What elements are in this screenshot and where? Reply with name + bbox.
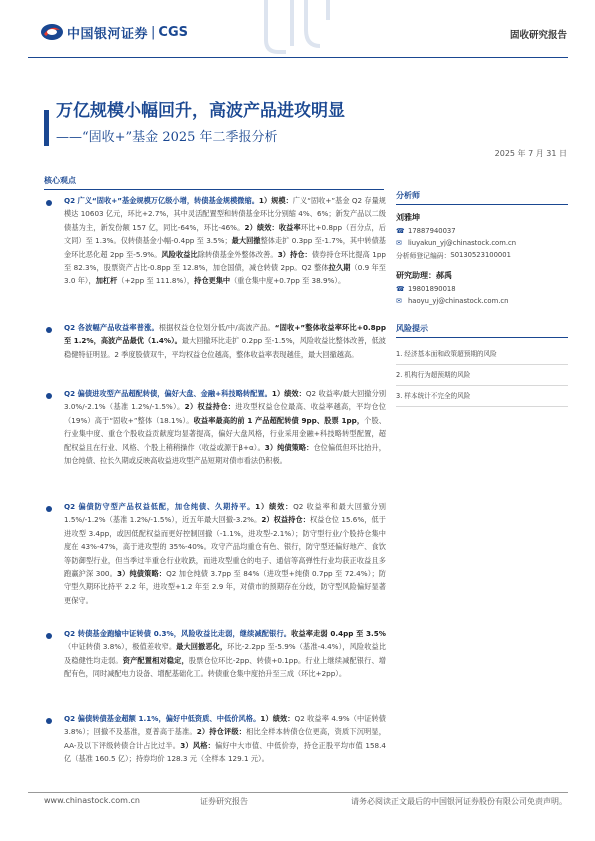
footer-report-type: 证券研究报告 — [200, 797, 248, 806]
risk-heading: 风险提示 — [396, 323, 568, 338]
bullet-icon — [46, 327, 52, 333]
risk-item: 1. 经济基本面和政策超预期的风险 — [396, 344, 568, 365]
analyst-reg-row — [396, 249, 568, 261]
company-logo — [40, 21, 188, 43]
analyst-email-row — [396, 237, 568, 249]
logo-text-en: CGS — [158, 24, 188, 40]
analyst-phone: 17887940037 — [408, 227, 456, 235]
analyst-email[interactable]: liuyakun_yj@chinastock.com.cn — [408, 239, 517, 247]
bullet-icon — [46, 393, 52, 399]
assistant-heading: 研究助理：郝禹 — [396, 271, 452, 280]
decorative-watermark-icon — [258, 0, 338, 58]
email-icon: ✉ — [396, 239, 402, 247]
report-subtitle: ——“固收+”基金 2025 年二季报分析 — [56, 130, 278, 145]
analyst-phone-row — [396, 225, 568, 237]
bullet-icon — [46, 200, 52, 206]
risk-item: 2. 机构行为超预期的风险 — [396, 365, 568, 386]
email-icon: ✉ — [396, 297, 402, 305]
bullet-icon — [46, 718, 52, 724]
footer-website-link[interactable]: www.chinastock.com.cn — [44, 796, 140, 805]
core-views-divider — [44, 189, 384, 190]
risk-list — [396, 344, 568, 407]
title-accent-bar — [44, 110, 49, 146]
footer-disclaimer: 请务必阅读正文最后的中国银河证券股份有限公司免责声明。 — [351, 797, 567, 806]
bullet-icon — [46, 633, 52, 639]
phone-icon: ☎ — [396, 285, 405, 293]
paragraph-convertible-fund: Q2 转债基金跑输中证转债 0.3%，风险收益比走弱，继续减配银行。收益率走弱 0.4pp 至 3.5%（中证转债 3.8%），极值差收窄。最大回撤恶化，环比-2.2pp 至-5.9%（基准-4.4%），风险收益比及稳健性均走弱。资产配置相对稳定，股票仓位环比-2pp、转债+0.1pp。行业上继续减配银行、增配有色，同时减配电力设备、增配基础化工。转债重仓集中度抬升至三成（环比+2pp）。 — [64, 629, 387, 679]
risk-item: 3. 样本统计不完全的风险 — [396, 386, 568, 407]
paragraph-defensive: Q2 偏债防守型产品权益低配，加仓纯债、久期持平。1）绩效：Q2 收益率和最大回撤分别 1.5%/-1.2%（基准 1.2%/-1.5%），近五年最大回撤-3.2%。2）权益持仓：权益仓位 15.6%，低于进攻型 3.4pp，或因低配权益而更好控制回撤（-1.1%，进攻型-2.1%）；防守型行业/个股持仓集中度在 43%-47%，高于进攻型的 35%-40%。攻守产品均重仓有色、银行，防守型还偏好地产、食饮等防御型行业，但当季过半重仓行业收跌，而进攻型重仓的电子、通信等高弹性行业均获正收益且多跑赢沪深 300。3）纯债策略：Q2 加仓纯债 3.7pp 至 84%（进攻型+纯债 0.7pp 至 72.4%）；防守型久期环比持平 2.2 年，进攻型+1.2 年至 2.9 年，对债市的预期存在分歧，防守型风险偏好显著更保守。 — [64, 502, 386, 605]
paragraph-volatility: Q2 各波幅产品收益率普涨。根据权益仓位划分低/中/高波产品。“固收+”整体收益率环比+0.8pp 至 1.2%，高波产品最优（1.4%）。最大回撤环比走扩 0.2pp 至-1.5%，风险收益比整体改善，低波稳健特征明显。2 季度股债双牛，平均权益仓位越高，整体收益率表现越佳，最大回撤越高。 — [64, 323, 386, 359]
assistant-phone: 19801890018 — [408, 285, 456, 293]
report-type-label: 固收研究报告 — [509, 30, 567, 41]
analyst-reg-code: S0130523100001 — [450, 251, 511, 259]
paragraph-convertible-excess: Q2 偏债转债基金超额 1.1%，偏好中低资质、中低价风格。1）绩效：Q2 收益率 4.9%（中证转债 3.8%）；回撤不及基准，夏普高于基准。2）持仓评级：相比全样本转债仓位更高，资质下沉明显，AA-及以下评级转债合计占比过半。3）风格：偏好中大市值、中低价券，持仓正股平均市值 158.4 亿（基准 160.5 亿）；持券均价 128.3 元（全样本 129.1 元）。 — [64, 714, 386, 764]
report-title: 万亿规模小幅回升，高波产品进攻明显 — [56, 101, 345, 121]
header-divider — [28, 57, 568, 58]
analyst-heading: 分析师 — [396, 190, 568, 205]
report-date: 2025 年 7 月 31 日 — [494, 149, 567, 158]
analyst-name: 刘雅坤 — [396, 213, 420, 222]
logo-text-cn: 中国银河证券 — [67, 26, 149, 42]
paragraph-overview: Q2 广义“固收+”基金规模万亿级小增，转债基金规模微缩。1）规模：广义“固收+”基金 Q2 存量规模达 10603 亿元，环比+2.7%，其中灵活配置型和转债基金环比分别缩 4%、6%；新发产品以二级债基为主，新发份额 157 亿，同比-64%，环比-46%。2）绩效：收益率环比+0.8pp（百分点，后文同）至 1.3%。仅转债基金小幅-0.4pp 至 3.5%；最大回撤整体走扩 0.3pp 至-1.7%，其中转债基金环比恶化超 2pp 至-5.9%。风险收益比除转债基金外整体改善。3）持仓：债券持仓环比提高 1pp 至 82.3%，股票资产占比-0.8pp 至 12.8%，加仓国债，减仓转债 2pp。Q2 整体拉久期（0.9 年至 3.0 年），加杠杆（+2pp 至 111.8%），持仓更集中（重仓集中度+0.7pp 至 38.9%）。 — [64, 196, 386, 286]
phone-icon: ☎ — [396, 227, 405, 235]
paragraph-aggressive: Q2 偏债进攻型产品超配转债，偏好大盘、金融+科技略转配置。1）绩效：Q2 收益率/最大回撤分别 3.0%/-2.1%（基准 1.2%/-1.5%）。2）权益持仓：进攻型权益仓位最高、收益率越高，平均仓位（19%）高于“固收+”整体（18.1%）。收益率最高的前 1 产品超配转债 9pp、股票 1pp，个股、行业集中度、重仓个股收益贡献度均显著提高，偏好大盘风格，行业采用金融+科技略转型配置，超配权益且在行业、风格、个股上稍稍操作（收益或源于β+α）。3）纯债策略：仓位偏低但环比抬升，加仓纯债、拉长久期或反映高收益进攻型产品短期对债市看法仍积极。 — [64, 389, 387, 466]
assistant-email-row — [396, 295, 568, 307]
assistant-phone-row — [396, 283, 568, 295]
sidebar — [396, 190, 568, 407]
logo-separator: | — [151, 24, 156, 40]
analyst-reg-label: 分析师登记编码： — [396, 252, 451, 260]
assistant-email[interactable]: haoyu_yj@chinastock.com.cn — [408, 297, 509, 305]
bullet-icon — [46, 506, 52, 512]
footer-divider — [28, 792, 568, 793]
core-views-heading: 核心观点 — [44, 176, 76, 185]
logo-mark-icon — [40, 22, 64, 42]
